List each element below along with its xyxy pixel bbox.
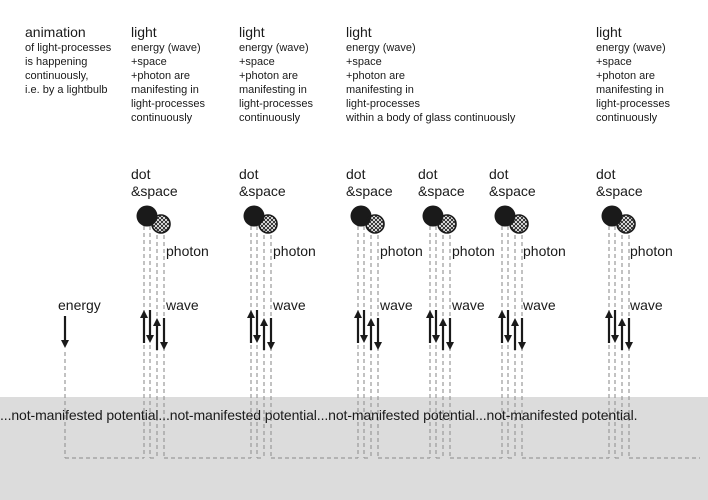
unit-5-dot-label: dot &space [489, 166, 536, 199]
unit-2-dot-label: dot &space [239, 166, 286, 199]
unit-4-arrow-4-head [446, 342, 454, 350]
column-4-title: light [596, 24, 622, 40]
column-2-title: light [239, 24, 265, 40]
unit-1-arrow-2-head [146, 335, 154, 343]
unit-4-arrow-1-head [426, 310, 434, 318]
unit-5-photon [510, 215, 528, 233]
unit-5-photon-label: photon [523, 243, 566, 259]
unit-1-photon [152, 215, 170, 233]
unit-2-wave-label: wave [273, 297, 306, 313]
unit-6-arrow-2-head [611, 335, 619, 343]
energy-arrow-head [61, 340, 69, 348]
unit-3-wave-label: wave [380, 297, 413, 313]
unit-1-photon-label: photon [166, 243, 209, 259]
intro-title: animation [25, 24, 86, 40]
unit-6-arrow-4-head [625, 342, 633, 350]
column-3-title: light [346, 24, 372, 40]
unit-6-arrow-1-head [605, 310, 613, 318]
unit-5-arrow-1-head [498, 310, 506, 318]
unit-6-arrow-3-head [618, 318, 626, 326]
unit-4-photon [438, 215, 456, 233]
unit-4-dot-label: dot &space [418, 166, 465, 199]
unit-4-photon-label: photon [452, 243, 495, 259]
energy-label: energy [58, 297, 101, 313]
unit-1-arrow-4-head [160, 342, 168, 350]
column-1-description: energy (wave) +space +photon are manifesting in light-processes continuously [131, 42, 205, 124]
unit-2-arrow-4-head [267, 342, 275, 350]
unit-5-wave-label: wave [523, 297, 556, 313]
unit-6-dot-label: dot &space [596, 166, 643, 199]
column-3-description: energy (wave) +space +photon are manifesting in light-processes within a body of glass continuously [346, 42, 516, 124]
unit-2-photon-label: photon [273, 243, 316, 259]
unit-3-arrow-1-head [354, 310, 362, 318]
unit-5-arrow-3-head [511, 318, 519, 326]
column-1-title: light [131, 24, 157, 40]
unit-3-arrow-4-head [374, 342, 382, 350]
unit-1-arrow-1-head [140, 310, 148, 318]
unit-6-wave-label: wave [630, 297, 663, 313]
unit-3-photon-label: photon [380, 243, 423, 259]
unit-3-arrow-3-head [367, 318, 375, 326]
unit-3-photon [366, 215, 384, 233]
unit-2-arrow-2-head [253, 335, 261, 343]
unit-1-wave-label: wave [166, 297, 199, 313]
unit-3-dot-label: dot &space [346, 166, 393, 199]
unit-1-dot-label: dot &space [131, 166, 178, 199]
unit-2-arrow-1-head [247, 310, 255, 318]
unit-5-arrow-2-head [504, 335, 512, 343]
unit-2-photon [259, 215, 277, 233]
intro-description: of light-processes is happening continuously, i.e. by a lightbulb [25, 42, 112, 96]
column-4-description: energy (wave) +space +photon are manifesting in light-processes continuously [596, 42, 670, 124]
unit-2-arrow-3-head [260, 318, 268, 326]
unit-1-arrow-3-head [153, 318, 161, 326]
unit-6-photon-label: photon [630, 243, 673, 259]
unit-5-arrow-4-head [518, 342, 526, 350]
unit-4-arrow-2-head [432, 335, 440, 343]
unit-4-arrow-3-head [439, 318, 447, 326]
unit-3-arrow-2-head [360, 335, 368, 343]
not-manifested-potential-text: ...not-manifested potential...not-manifested potential...not-manifested potential...not-manifested potential. [0, 407, 638, 423]
column-2-description: energy (wave) +space +photon are manifesting in light-processes continuously [239, 42, 313, 124]
unit-4-wave-label: wave [452, 297, 485, 313]
unit-6-photon [617, 215, 635, 233]
